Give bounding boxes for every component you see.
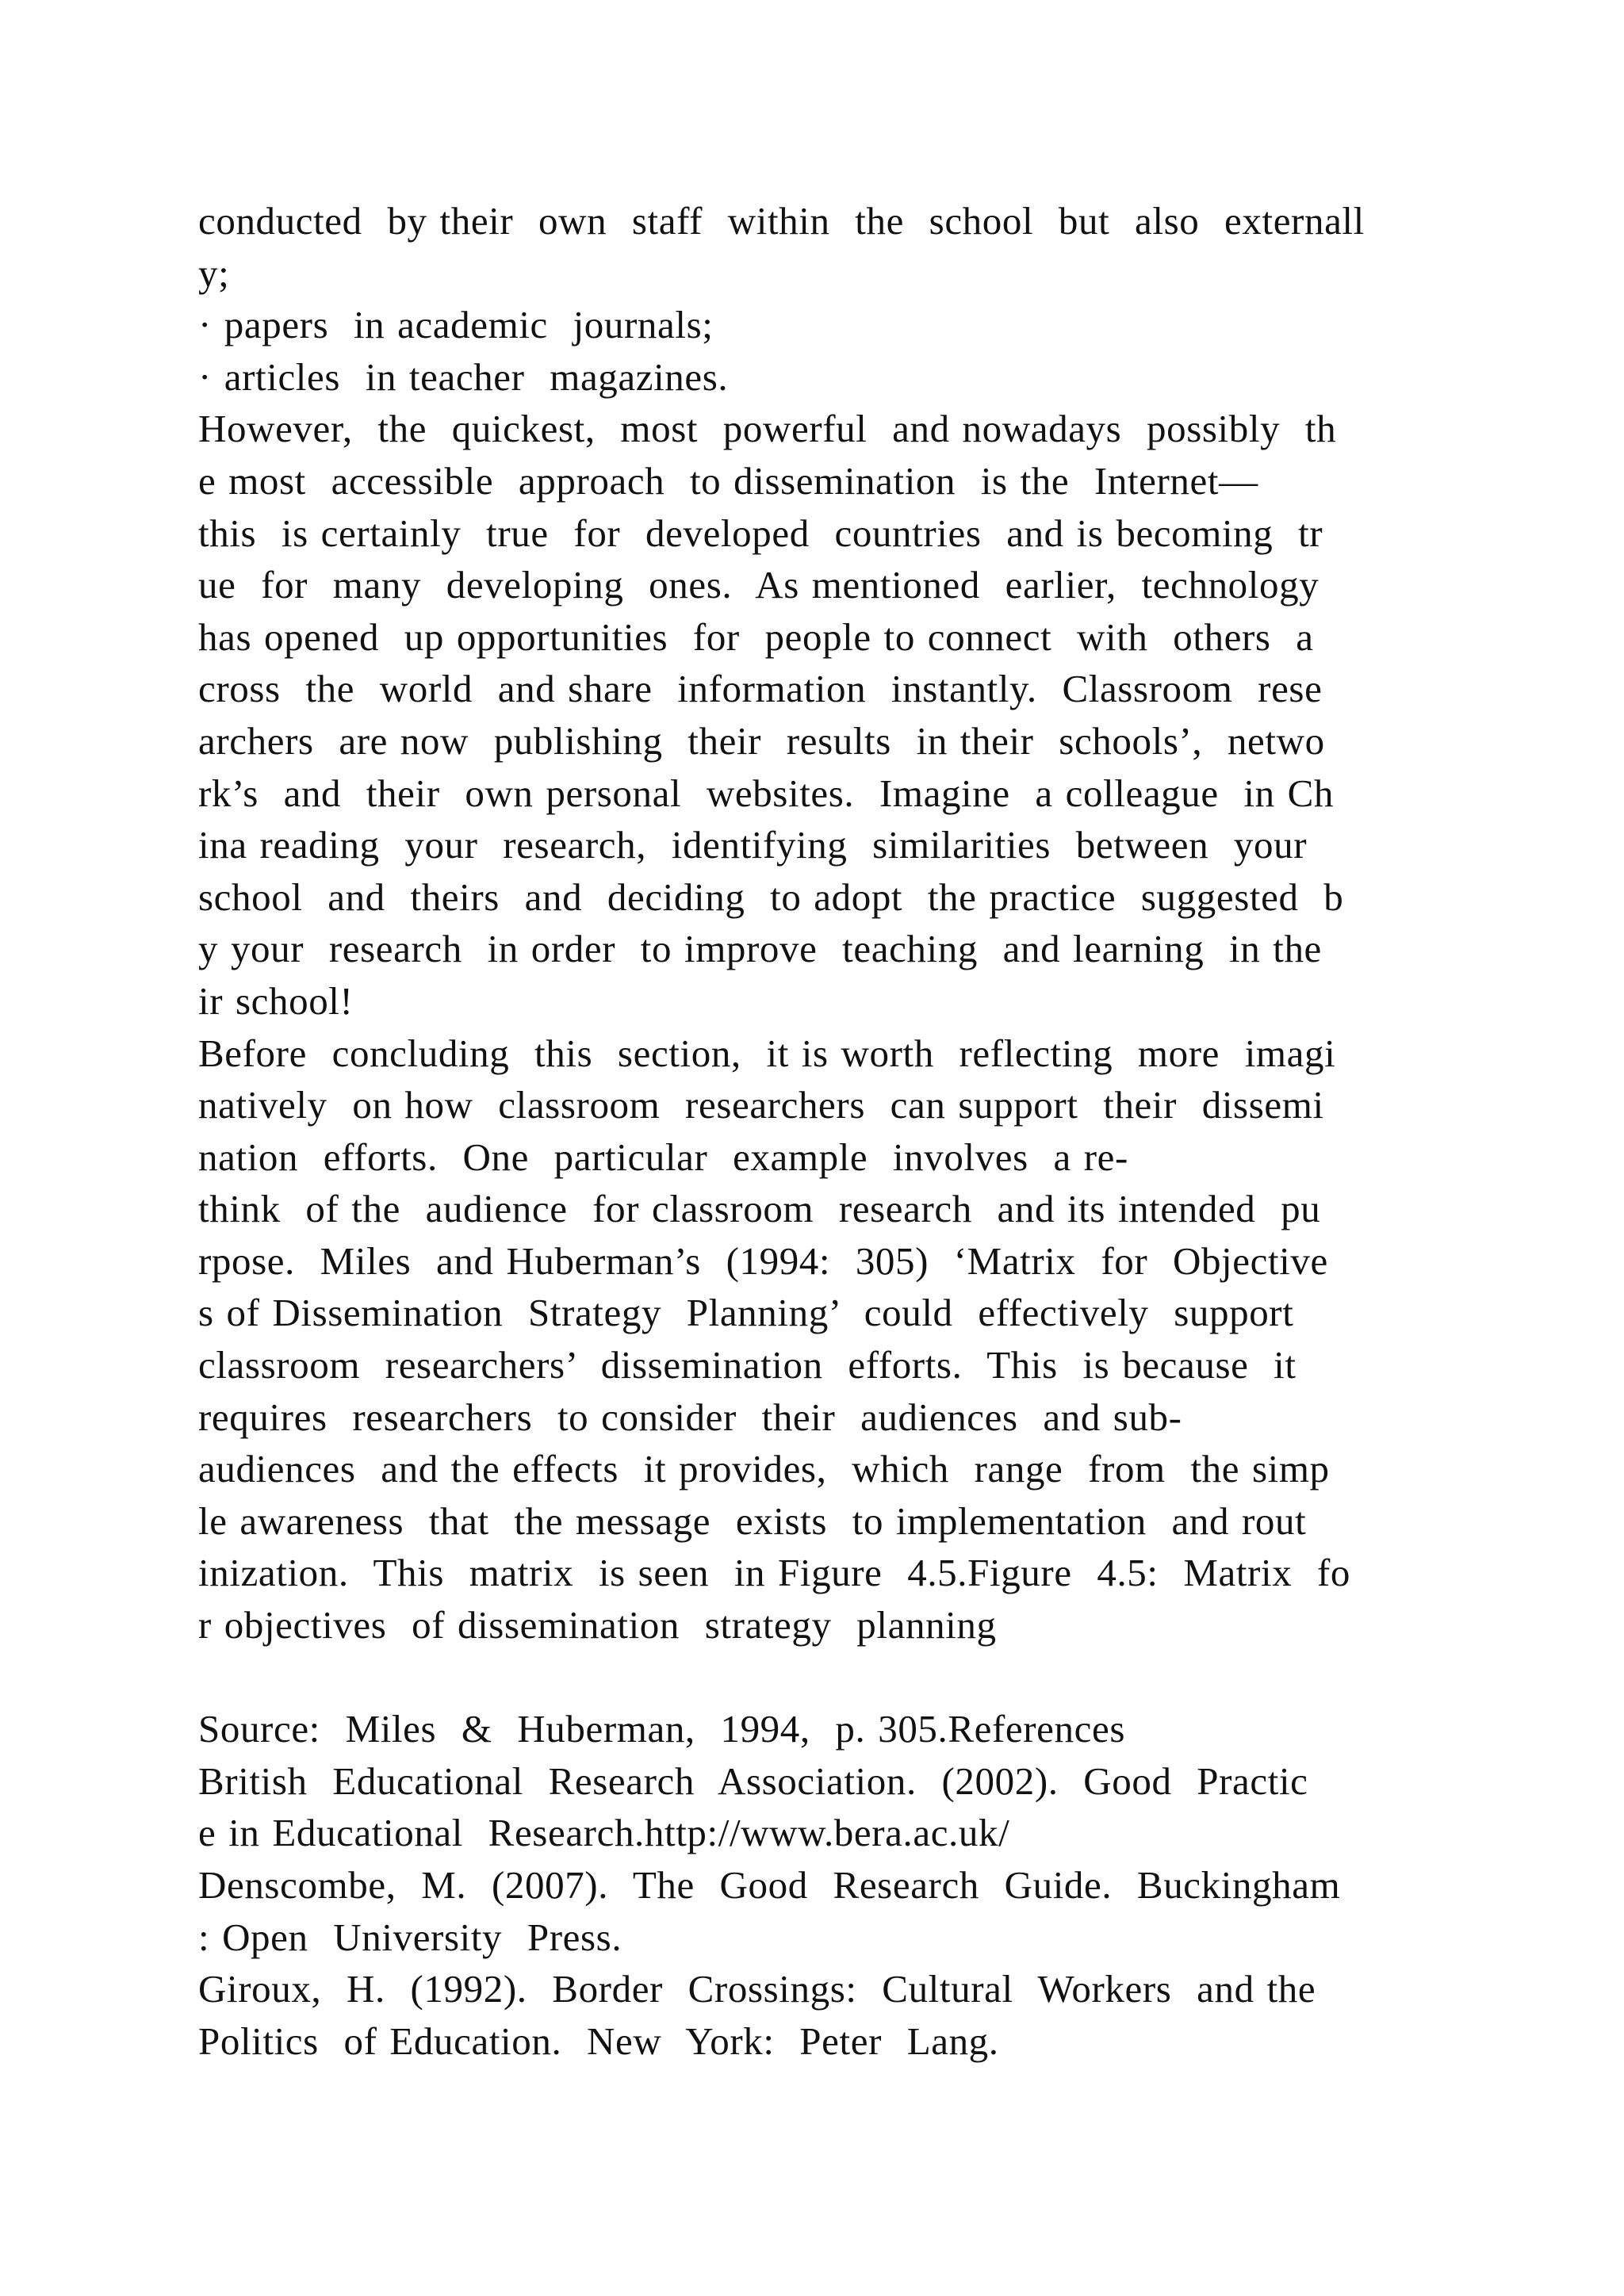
bullet-line: · papers in academic journals;: [198, 303, 714, 347]
text-line: rpose. Miles and Huberman’s (1994: 305) ‘Matrix for Objective: [198, 1238, 1328, 1283]
source-line: Source: Miles & Huberman, 1994, p. 305.References: [198, 1707, 1126, 1751]
text-line: ue for many developing ones. As mentioned earlier, technology: [198, 563, 1320, 607]
text-line: archers are now publishing their results in their schools’, netwo: [198, 718, 1325, 763]
text-line: rk’s and their own personal websites. Imagine a colleague in Ch: [198, 771, 1334, 815]
text-line: audiences and the effects it provides, which range from the simp: [198, 1447, 1330, 1491]
text-line: e most accessible approach to dissemination is the Internet—: [198, 458, 1258, 503]
text-line: le awareness that the message exists to implementation and rout: [198, 1498, 1307, 1543]
text-line: nation efforts. One particular example involves a re-: [198, 1135, 1128, 1179]
text-line: inization. This matrix is seen in Figure 4.5.Figure 4.5: Matrix fo: [198, 1551, 1351, 1595]
text-line: natively on how classroom researchers can support their dissemi: [198, 1083, 1324, 1127]
text-line: ir school!: [198, 978, 354, 1023]
text-line: Before concluding this section, it is worth reflecting more imagi: [198, 1031, 1336, 1075]
reference-line: Politics of Education. New York: Peter Lang.: [198, 2019, 999, 2063]
blank-line: [198, 1651, 1435, 1704]
text-line: s of Dissemination Strategy Planning’ could effectively support: [198, 1291, 1294, 1335]
reference-line: : Open University Press.: [198, 1915, 622, 1959]
reference-line: e in Educational Research.http://www.bera.ac.uk/: [198, 1811, 1010, 1855]
text-line: r objectives of dissemination strategy planning: [198, 1603, 997, 1647]
text-line: conducted by their own staff within the school but also externall: [198, 199, 1365, 243]
text-line: cross the world and share information instantly. Classroom rese: [198, 667, 1323, 711]
text-line: has opened up opportunities for people to connect with others a: [198, 614, 1314, 659]
text-line: classroom researchers’ dissemination efforts. This is because it: [198, 1343, 1297, 1387]
text-line: requires researchers to consider their audiences and sub-: [198, 1395, 1182, 1439]
text-line: y your research in order to improve teaching and learning in the: [198, 927, 1322, 971]
text-line: this is certainly true for developed countries and is becoming tr: [198, 511, 1323, 555]
text-line: school and theirs and deciding to adopt the practice suggested b: [198, 874, 1344, 919]
reference-line: Denscombe, M. (2007). The Good Research Guide. Buckingham: [198, 1863, 1341, 1907]
reference-line: British Educational Research Association. (2002). Good Practic: [198, 1758, 1308, 1803]
text-line: y;: [198, 251, 230, 295]
document-text: [198, 195, 1435, 2067]
reference-line: Giroux, H. (1992). Border Crossings: Cultural Workers and the: [198, 1967, 1316, 2011]
bullet-line: · articles in teacher magazines.: [198, 354, 729, 399]
text-line: think of the audience for classroom research and its intended pu: [198, 1187, 1321, 1231]
text-line: ina reading your research, identifying similarities between your: [198, 823, 1308, 867]
text-line: However, the quickest, most powerful and nowadays possibly th: [198, 407, 1337, 451]
